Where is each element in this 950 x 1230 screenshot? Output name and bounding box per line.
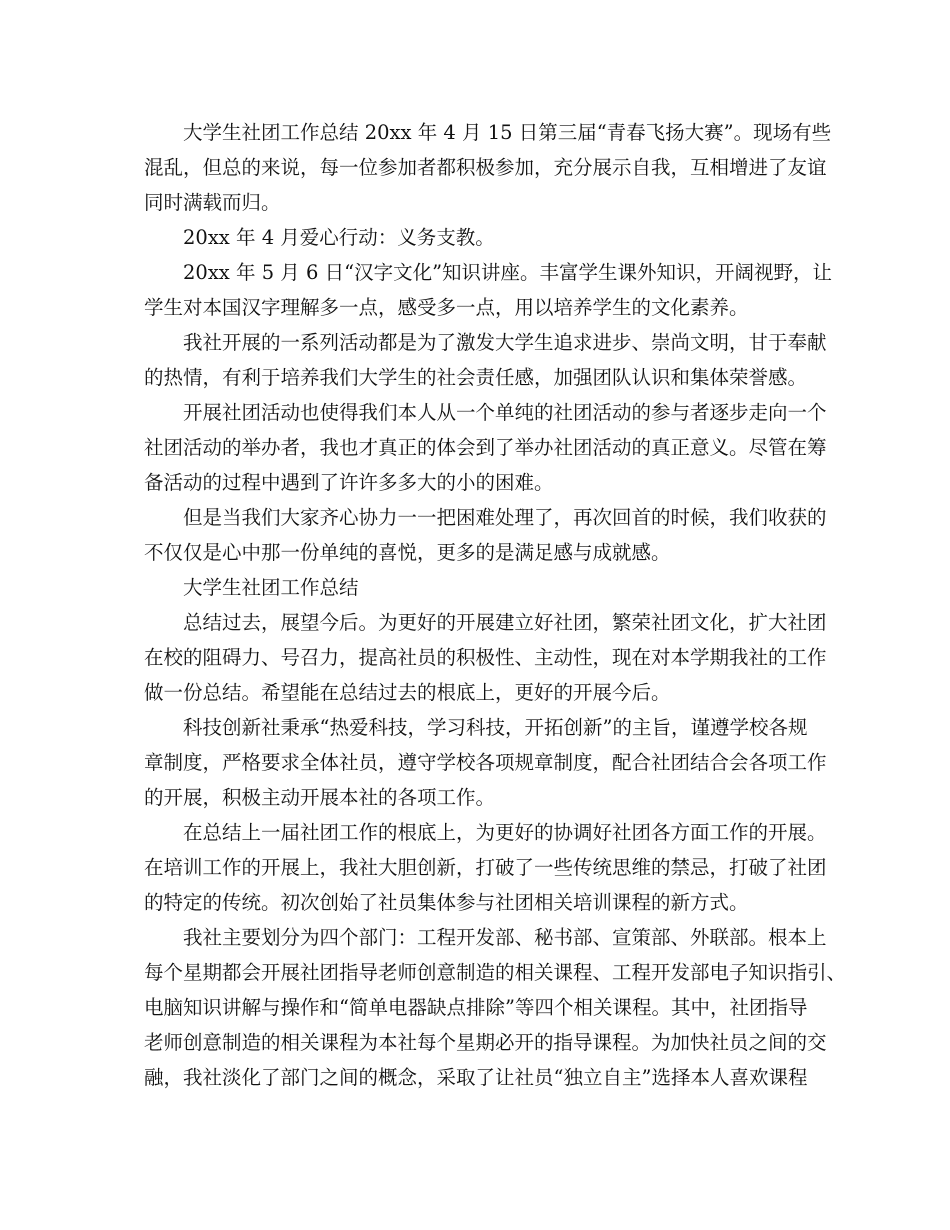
text-line: 总结过去，展望今后。为更好的开展建立好社团，繁荣社团文化，扩大社团 [183,611,827,634]
paragraph-5 [144,395,827,500]
text-line: 大学生社团工作总结 20xx 年 4 月 15 日第三届“青春飞扬大赛”。现场有些 [183,121,832,144]
text-line: 不仅仅是心中那一份单纯的喜悦，更多的是满足感与成就感。 [144,541,671,564]
text-line: 同时满载而归。 [144,191,281,214]
text-line: 老师创意制造的相关课程为本社每个星期必开的指导课程。为加快社员之间的交 [144,1031,827,1054]
paragraph-3 [144,255,833,325]
text-line: 混乱，但总的来说，每一位参加者都积极参加，充分展示自我，互相增进了友谊 [144,156,827,179]
section-heading [144,570,804,605]
paragraph-9 [144,710,827,815]
text-line: 学生对本国汉字理解多一点，感受多一点，用以培养学生的文化素养。 [144,296,749,319]
text-line: 科技创新社秉承“热爱科技，学习科技，开拓创新”的主旨，谨遵学校各规 [183,716,808,739]
text-line: 章制度，严格要求全体社员，遵守学校各项规章制度，配合社团结合会各项工作 [144,751,827,774]
text-line: 电脑知识讲解与操作和“简单电器缺点排除”等四个相关课程。其中，社团指导 [144,996,808,1019]
text-line: 社团活动的举办者，我也才真正的体会到了举办社团活动的真正意义。尽管在筹 [144,436,827,459]
text-line: 开展社团活动也使得我们本人从一个单纯的社团活动的参与者逐步走向一个 [183,401,827,424]
text-line: 的特定的传统。初次创始了社员集体参与社团相关培训课程的新方式。 [144,891,749,914]
text-line: 在培训工作的开展上，我社大胆创新，打破了一些传统思维的禁忌，打破了社团 [144,856,827,879]
text-line: 但是当我们大家齐心协力一一把困难处理了，再次回首的时候，我们收获的 [183,506,827,529]
text-line: 备活动的过程中遇到了许许多多大的小的困难。 [144,471,554,494]
text-line: 在总结上一届社团工作的根底上，为更好的协调好社团各方面工作的开展。 [183,821,827,844]
document-body [144,115,847,1095]
text-line: 20xx 年 4 月爱心行动：义务支教。 [183,226,495,249]
paragraph-2 [144,220,804,255]
paragraph-11 [144,920,847,1095]
text-line: 的开展，积极主动开展本社的各项工作。 [144,786,496,809]
paragraph-8 [144,605,827,710]
text-line: 的热情，有利于培养我们大学生的社会责任感，加强团队认识和集体荣誉感。 [144,366,808,389]
text-line: 在校的阻碍力、号召力，提高社员的积极性、主动性，现在对本学期我社的工作 [144,646,827,669]
paragraph-1 [144,115,832,220]
text-line: 20xx 年 5 月 6 日“汉字文化”知识讲座。丰富学生课外知识，开阔视野，让 [183,261,833,284]
text-line: 做一份总结。希望能在总结过去的根底上，更好的开展今后。 [144,681,671,704]
text-line: 每个星期都会开展社团指导老师创意制造的相关课程、工程开发部电子知识指引、 [144,961,847,984]
text-line: 大学生社团工作总结 [183,576,359,599]
paragraph-6 [144,500,827,570]
text-line: 融，我社淡化了部门之间的概念，采取了让社员“独立自主”选择本人喜欢课程 [144,1066,808,1089]
paragraph-10 [144,815,827,920]
paragraph-4 [144,325,827,395]
text-line: 我社主要划分为四个部门：工程开发部、秘书部、宣策部、外联部。根本上 [183,926,827,949]
text-line: 我社开展的一系列活动都是为了激发大学生追求进步、崇尚文明，甘于奉献 [183,331,827,354]
